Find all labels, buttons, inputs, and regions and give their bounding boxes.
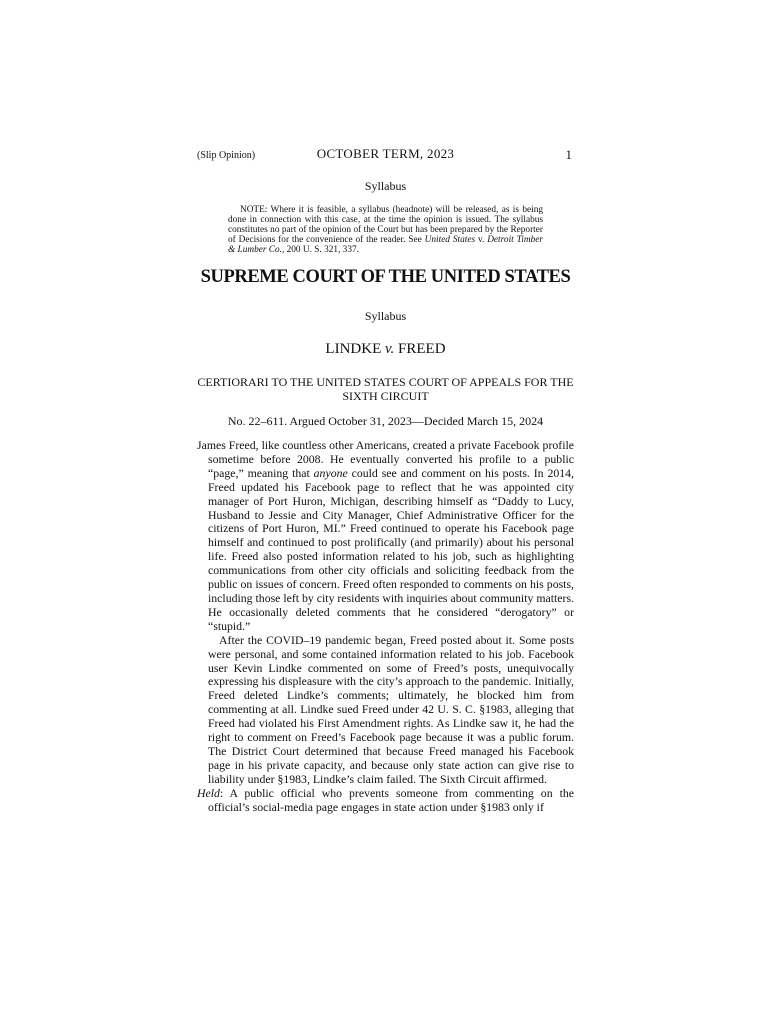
page-number: 1: [565, 147, 572, 162]
paragraph-procedural-history: After the COVID–19 pandemic began, Freed posted about it. Some posts were personal, and some contained information related to his job. Facebook user Kevin Lindke commented on some of Freed’s posts, unequivocally expressing his displeasure with the city’s approach to the pandemic. Initially, Freed deleted Lindke’s comments; ultimately, he blocked him from commenting at all. Lindke sued Freed under 42 U. S. C. §1983, alleging that Freed had violated his First Amendment rights. As Lindke saw it, he had the right to comment on Freed’s Facebook page because it was a public forum. The District Court determined that because Freed managed his Facebook page in his private capacity, and because only state action can give rise to liability under §1983, Lindke’s claim failed. The Sixth Circuit affirmed.: [208, 632, 574, 786]
note-citation-party-2: Detroit Timber & Lumber Co.: [228, 235, 543, 255]
held-text: : A public official who prevents someone from commenting on the official’s social-media page engages in state action under §1983 only if: [208, 785, 574, 814]
versus-label: v.: [385, 341, 395, 357]
note-citation-v: v.: [475, 235, 488, 245]
running-header: [197, 146, 574, 164]
term-title: OCTOBER TERM, 2023: [316, 146, 455, 161]
paragraph-held: [197, 787, 574, 815]
certiorari-line: CERTIORARI TO THE UNITED STATES COURT OF APPEALS FOR THE SIXTH CIRCUIT: [197, 375, 574, 403]
petitioner-name: LINDKE: [325, 341, 382, 357]
note-lead: NOTE: Where it is feasible, a syllabus (headnote) will be released, as is being done in connection with this case, at the time the opinion is issued. The syllabus constitutes no part of the opinion of the Court but has been prepared by the Reporter of Decisions for the convenience of the reader. See: [228, 205, 543, 245]
docket-line: No. 22–611. Argued October 31, 2023—Decided March 15, 2024: [227, 414, 544, 428]
case-caption: [197, 341, 574, 358]
syllabus-heading-2: Syllabus: [364, 309, 407, 323]
slip-opinion-label: (Slip Opinion): [197, 150, 256, 161]
note-citation-rest: , 200 U. S. 321, 337.: [281, 245, 359, 255]
paragraph-facts-part-1: James Freed, like countless other Americans, created a private Facebook profile sometime before 2008. He eventually converted his profile to a public “page,” meaning that: [197, 438, 574, 480]
respondent-name: FREED: [398, 341, 446, 357]
reporter-note: [228, 205, 543, 255]
court-name: SUPREME COURT OF THE UNITED STATES: [200, 267, 571, 287]
syllabus-body: [197, 439, 574, 814]
paragraph-facts-emphasis: anyone: [313, 465, 348, 480]
held-label: Held: [197, 785, 220, 800]
paragraph-facts-part-2: could see and comment on his posts. In 2014, Freed updated his Facebook page to reflect that he was appointed city manager of Port Huron, Michigan, describing himself as “Daddy to Lucy, Husband to Jessie and City Manager, Chief Administrative Officer for the citizens of Port Huron, MI.” Freed continued to operate his Facebook page himself and continued to post prolifically (and primarily) about his personal life. Freed also posted information related to his job, such as highlighting communications from other city officials and soliciting feedback from the public on issues of concern. Freed often responded to comments on his posts, including those left by city residents with inquiries about community matters. He occasionally deleted comments that he considered “derogatory” or “stupid.”: [208, 465, 574, 633]
paragraph-facts: [197, 439, 574, 634]
note-citation-party: United States: [424, 235, 476, 245]
syllabus-heading: Syllabus: [364, 179, 407, 193]
slip-opinion-page: [197, 146, 574, 814]
